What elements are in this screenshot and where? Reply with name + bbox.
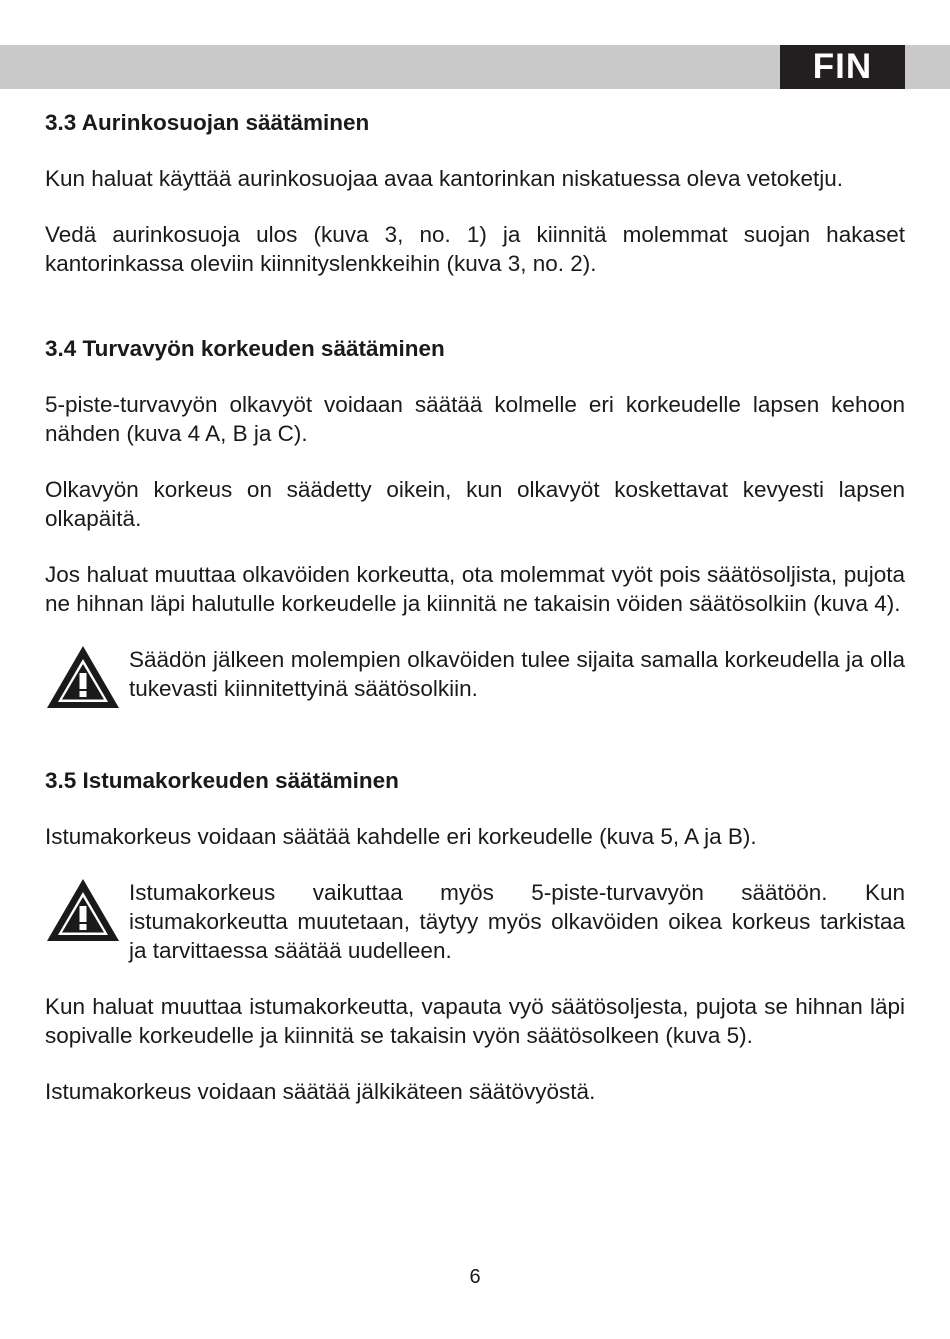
- paragraph: Jos haluat muuttaa olkavöiden korkeutta, ota molemmat vyöt pois säätösoljista, pujota ne hihnan läpi halutulle korkeudelle ja kiinnitä ne takaisin vöiden säätösolkiin (kuva 4).: [45, 562, 905, 616]
- paragraph: Istumakorkeus voidaan säätää jälkikäteen säätövyöstä.: [45, 1079, 596, 1104]
- warning-note: [45, 645, 905, 710]
- page-content: [45, 108, 905, 1106]
- language-badge: FIN: [780, 45, 905, 89]
- paragraph: Olkavyön korkeus on säädetty oikein, kun olkavyöt koskettavat kevyesti lapsen olkapäitä.: [45, 477, 905, 531]
- paragraph: Istumakorkeus voidaan säätää kahdelle eri korkeudelle (kuva 5, A ja B).: [45, 824, 757, 849]
- section-title-3-4: 3.4 Turvavyön korkeuden säätäminen: [45, 336, 445, 361]
- warning-text: Istumakorkeus vaikuttaa myös 5-piste-turvavyön säätöön. Kun istumakorkeutta muutetaan, täytyy myös olkavöiden oikea korkeus tarkistaa ja tarvittaessa säätää uudelleen.: [129, 880, 905, 963]
- warning-triangle-icon: [45, 644, 121, 710]
- paragraph: Kun haluat käyttää aurinkosuojaa avaa kantorinkan niskatuessa oleva vetoketju.: [45, 166, 844, 191]
- page-number: 6: [469, 1266, 481, 1288]
- warning-text: Säädön jälkeen molempien olkavöiden tulee sijaita samalla korkeudella ja olla tukevasti kiinnitettyinä säätösolkiin.: [129, 647, 905, 701]
- paragraph: Kun haluat muuttaa istumakorkeutta, vapauta vyö säätösoljesta, pujota se hihnan läpi sopivalle korkeudelle ja kiinnitä se takaisin vyön säätösolkeen (kuva 5).: [45, 994, 905, 1048]
- paragraph: 5-piste-turvavyön olkavyöt voidaan säätää kolmelle eri korkeudelle lapsen kehoon nähden (kuva 4 A, B ja C).: [45, 392, 905, 446]
- section-title-3-3: 3.3 Aurinkosuojan säätäminen: [45, 110, 370, 135]
- section-title-3-5: 3.5 Istumakorkeuden säätäminen: [45, 768, 399, 793]
- paragraph: Vedä aurinkosuoja ulos (kuva 3, no. 1) ja kiinnitä molemmat suojan hakaset kantorinkassa oleviin kiinnityslenkkeihin (kuva 3, no. 2).: [45, 222, 905, 276]
- warning-triangle-icon: [45, 877, 121, 943]
- warning-note: [45, 878, 905, 965]
